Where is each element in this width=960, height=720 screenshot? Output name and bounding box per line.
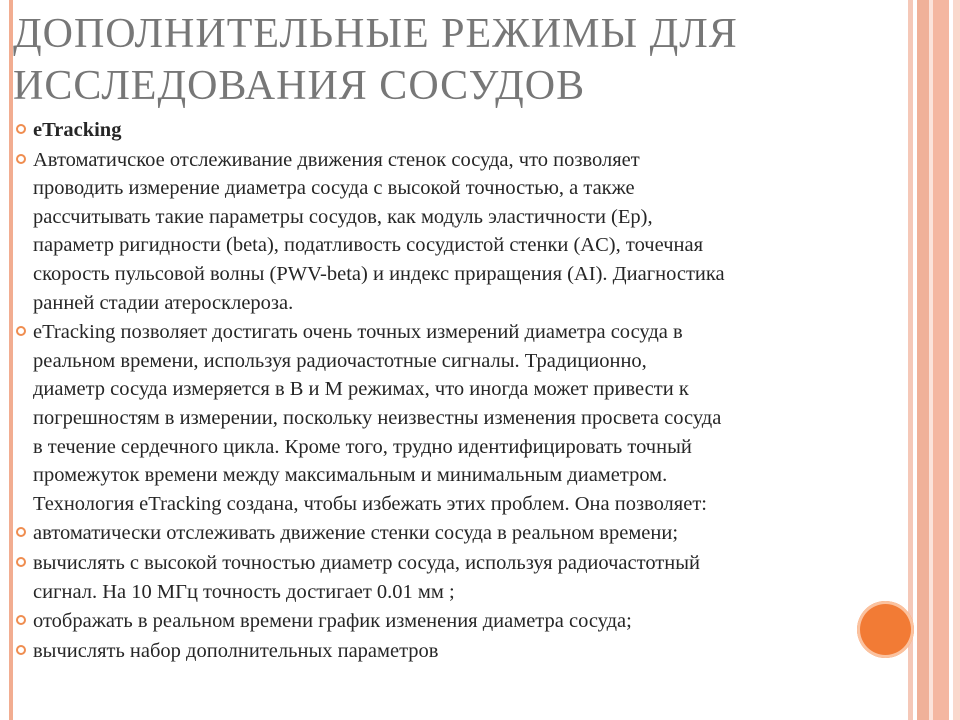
orange-circle-icon bbox=[857, 601, 914, 658]
bullet-item-line: eTracking bbox=[33, 119, 122, 141]
bullet-item-line: скорость пульсовой волны (PWV-beta) и индекс приращения (AI). Диагностика bbox=[33, 262, 725, 285]
bullet-item-etracking bbox=[16, 116, 928, 145]
bullet-circle-icon bbox=[16, 124, 26, 134]
bullet-item-line: Технология eTracking создана, чтобы избежать этих проблем. Она позволяет: bbox=[33, 492, 707, 515]
bullet-item-line: eTracking позволяет достигать очень точных измерений диаметра сосуда в bbox=[33, 321, 683, 344]
bullet-item-auto-tracking bbox=[16, 146, 928, 318]
bullet-item-line: Автоматичское отслеживание движения стенок сосуда, что позволяет bbox=[33, 148, 640, 171]
bullet-item-etracking-description bbox=[16, 318, 928, 518]
bullet-item-line: промежуток времени между максимальным и минимальным диаметром. bbox=[33, 464, 668, 487]
bullet-item-line: диаметр сосуда измеряется в В и М режимах, что иногда может привести к bbox=[33, 378, 689, 401]
bullet-item-wall-tracking bbox=[16, 519, 928, 548]
decorative-stripe bbox=[953, 0, 960, 720]
bullet-circle-icon bbox=[16, 326, 26, 336]
bullet-item-line: вычислять набор дополнительных параметров bbox=[33, 639, 439, 662]
bullet-item-line: параметр ригидности (beta), податливость сосудистой стенки (AC), точечная bbox=[33, 234, 704, 257]
bullet-item-line: автоматически отслеживать движение стенки сосуда в реальном времени; bbox=[33, 522, 679, 545]
bullet-item-line: проводить измерение диаметра сосуда с высокой точностью, а также bbox=[33, 177, 635, 200]
bullet-item-diameter-graph bbox=[16, 607, 928, 636]
bullet-item-line: реальном времени, используя радиочастотные сигналы. Традиционно, bbox=[33, 349, 647, 372]
bullet-item-line: сигнал. На 10 МГц точность достигает 0.01 мм ; bbox=[33, 580, 455, 603]
slide-title-line: ДОПОЛНИТЕЛЬНЫЕ РЕЖИМЫ ДЛЯ bbox=[13, 11, 738, 57]
bullet-circle-icon bbox=[16, 615, 26, 625]
bullet-item-diameter-calculation bbox=[16, 549, 928, 606]
bullet-item-line: рассчитывать такие параметры сосудов, как модуль эластичности (Ep), bbox=[33, 205, 653, 228]
bullet-circle-icon bbox=[16, 645, 26, 655]
bullet-item-line: ранней стадии атеросклероза. bbox=[33, 291, 294, 314]
bullet-circle-icon bbox=[16, 154, 26, 164]
slide-title bbox=[13, 8, 883, 112]
bullet-item-line: вычислять с высокой точностью диаметр сосуда, используя радиочастотный bbox=[33, 551, 700, 574]
slide-content bbox=[16, 116, 928, 666]
slide-title-line: ИССЛЕДОВАНИЯ СОСУДОВ bbox=[13, 63, 586, 109]
bullet-item-line: отображать в реальном времени график изменения диаметра сосуда; bbox=[33, 610, 632, 633]
bullet-item-additional-parameters bbox=[16, 637, 928, 666]
bullet-circle-icon bbox=[16, 527, 26, 537]
bullet-item-line: в течение сердечного цикла. Кроме того, трудно идентифицировать точный bbox=[33, 435, 692, 458]
decorative-stripe bbox=[933, 0, 949, 720]
bullet-item-line: погрешностям в измерении, поскольку неизвестны изменения просвета сосуда bbox=[33, 406, 722, 429]
bullet-circle-icon bbox=[16, 557, 26, 567]
